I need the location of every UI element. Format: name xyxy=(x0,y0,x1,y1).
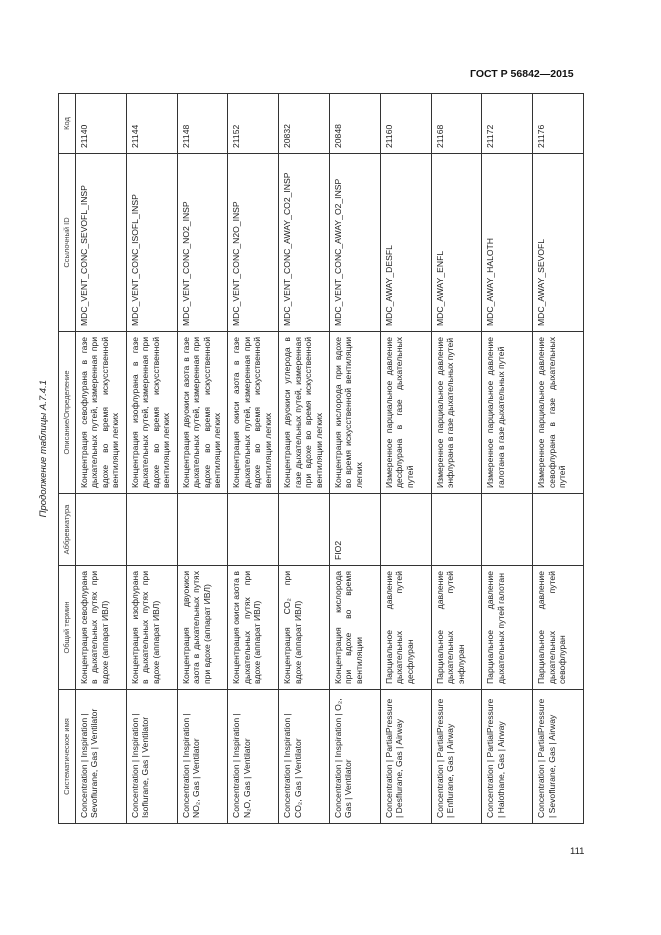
cell-reference-id: MDC_VENT_CONC_SEVOFL_INSP xyxy=(76,154,127,332)
cell-code: 21140 xyxy=(76,94,127,154)
cell-common-term: Концентрация изофлурана в дыхательных путях при вдохе (аппарат ИВЛ) xyxy=(126,566,177,690)
cell-common-term: Концентрация CO₂ при вдохе (аппарат ИВЛ) xyxy=(279,566,330,690)
table-row xyxy=(279,94,330,824)
column-header-abbreviation: Аббревиатура xyxy=(59,494,76,566)
cell-description: Концентрация кислорода при вдохе во время искусственной вентиляции легких xyxy=(329,332,380,494)
cell-description: Измеренное парциальное давление галотана в газе дыхательных путей xyxy=(482,332,533,494)
cell-abbreviation xyxy=(279,494,330,566)
cell-reference-id: MDC_VENT_CONC_N2O_INSP xyxy=(228,154,279,332)
cell-systematic-name: Concentration | PartialPressure | Desflurane, Gas | Airway xyxy=(380,690,431,824)
cell-reference-id: MDC_VENT_CONC_AWAY_O2_INSP xyxy=(329,154,380,332)
cell-description: Концентрация двуокиси углерода в газе дыхательных путей, измеренная при вдохе во время искусственной вентиляции легких xyxy=(279,332,330,494)
cell-abbreviation: FIO2 xyxy=(329,494,380,566)
cell-reference-id: MDC_AWAY_DESFL xyxy=(380,154,431,332)
cell-systematic-name: Concentration | Inspiration | Sevoflurane, Gas | Ventilator xyxy=(76,690,127,824)
cell-description: Измеренное парциальное давление севофлурана в газе дыхательных путей xyxy=(533,332,584,494)
column-header-reference-id: Ссылочный ID xyxy=(59,154,76,332)
document-id: ГОСТ Р 56842—2015 xyxy=(470,68,574,80)
cell-common-term: Концентрация севофлурана в дыхательных путях при вдохе (аппарат ИВЛ) xyxy=(76,566,127,690)
column-header-description: Описание/Определение xyxy=(59,332,76,494)
cell-description: Концентрация севофлурана в газе дыхательных путей, измеренная при вдохе во время искусственной вентиляции легких xyxy=(76,332,127,494)
cell-code: 21168 xyxy=(431,94,482,154)
cell-systematic-name: Concentration | Inspiration | O₂, Gas | Ventilator xyxy=(329,690,380,824)
cell-abbreviation xyxy=(533,494,584,566)
cell-reference-id: MDC_VENT_CONC_AWAY_CO2_INSP xyxy=(279,154,330,332)
cell-description: Концентрация изофлурана в газе дыхательных путей, измеренная при вдохе во время искусственной вентиляции легких xyxy=(126,332,177,494)
table-row xyxy=(228,94,279,824)
table-row xyxy=(329,94,380,824)
cell-code: 20848 xyxy=(329,94,380,154)
cell-systematic-name: Concentration | Inspiration | N₂O, Gas | Ventilator xyxy=(228,690,279,824)
table-header-row xyxy=(59,94,76,824)
cell-abbreviation xyxy=(228,494,279,566)
cell-systematic-name: Concentration | Inspiration | NO₂, Gas | Ventilator xyxy=(177,690,228,824)
cell-abbreviation xyxy=(380,494,431,566)
table-caption: Продолжение таблицы А.7.4.1 xyxy=(38,380,49,518)
cell-description: Концентрация двуокиси азота в газе дыхательных путей, измеренная при вдохе во время искусственной вентиляции легких xyxy=(177,332,228,494)
cell-code: 21160 xyxy=(380,94,431,154)
cell-abbreviation xyxy=(431,494,482,566)
table-row xyxy=(431,94,482,824)
cell-systematic-name: Concentration | PartialPressure | Halothane, Gas | Airway xyxy=(482,690,533,824)
cell-code: 21152 xyxy=(228,94,279,154)
cell-reference-id: MDC_VENT_CONC_ISOFL_INSP xyxy=(126,154,177,332)
table-row xyxy=(76,94,127,824)
cell-code: 20832 xyxy=(279,94,330,154)
rotated-table-container xyxy=(58,94,584,824)
cell-code: 21176 xyxy=(533,94,584,154)
cell-reference-id: MDC_VENT_CONC_NO2_INSP xyxy=(177,154,228,332)
cell-systematic-name: Concentration | Inspiration | CO₂, Gas | Ventilator xyxy=(279,690,330,824)
cell-common-term: Парциальное давление дыхательных путей севофлуран xyxy=(533,566,584,690)
cell-code: 21172 xyxy=(482,94,533,154)
terms-table xyxy=(58,93,584,824)
column-header-common-term: Общий термин xyxy=(59,566,76,690)
cell-abbreviation xyxy=(76,494,127,566)
cell-systematic-name: Concentration | PartialPressure | Sevoflurane, Gas | Airway xyxy=(533,690,584,824)
table-row xyxy=(533,94,584,824)
table-row xyxy=(380,94,431,824)
cell-description: Концентрация окиси азота в газе дыхательных путей, измеренная при вдохе во время искусственной вентиляции легких xyxy=(228,332,279,494)
cell-abbreviation xyxy=(126,494,177,566)
cell-code: 21144 xyxy=(126,94,177,154)
cell-abbreviation xyxy=(177,494,228,566)
cell-reference-id: MDC_AWAY_SEVOFL xyxy=(533,154,584,332)
column-header-code: Код xyxy=(59,94,76,154)
cell-description: Измеренное парциальное давление десфлурана в газе дыхательных путей xyxy=(380,332,431,494)
page-number: 111 xyxy=(570,846,585,857)
cell-common-term: Парциальное давление дыхательных путей десфлуран xyxy=(380,566,431,690)
cell-common-term: Парциальное давление дыхательных путей энфлуран xyxy=(431,566,482,690)
table-row xyxy=(177,94,228,824)
cell-reference-id: MDC_AWAY_ENFL xyxy=(431,154,482,332)
cell-common-term: Концентрация двуокиси азота в дыхательных путях при вдохе (аппарат ИВЛ) xyxy=(177,566,228,690)
cell-common-term: Концентрация кислорода при вдохе во время вентиляции xyxy=(329,566,380,690)
cell-abbreviation xyxy=(482,494,533,566)
table-row xyxy=(482,94,533,824)
table-row xyxy=(126,94,177,824)
cell-systematic-name: Concentration | Inspiration | Isoflurane, Gas | Ventilator xyxy=(126,690,177,824)
cell-common-term: Парциальное давление дыхательных путей галотан xyxy=(482,566,533,690)
cell-description: Измеренное парциальное давление энфлурана в газе дыхательных путей xyxy=(431,332,482,494)
cell-code: 21148 xyxy=(177,94,228,154)
cell-common-term: Концентрация окиси азота в дыхательных путях при вдохе (аппарат ИВЛ) xyxy=(228,566,279,690)
cell-reference-id: MDC_AWAY_HALOTH xyxy=(482,154,533,332)
cell-systematic-name: Concentration | PartialPressure | Enflurane, Gas | Airway xyxy=(431,690,482,824)
column-header-systematic-name: Систематическое имя xyxy=(59,690,76,824)
